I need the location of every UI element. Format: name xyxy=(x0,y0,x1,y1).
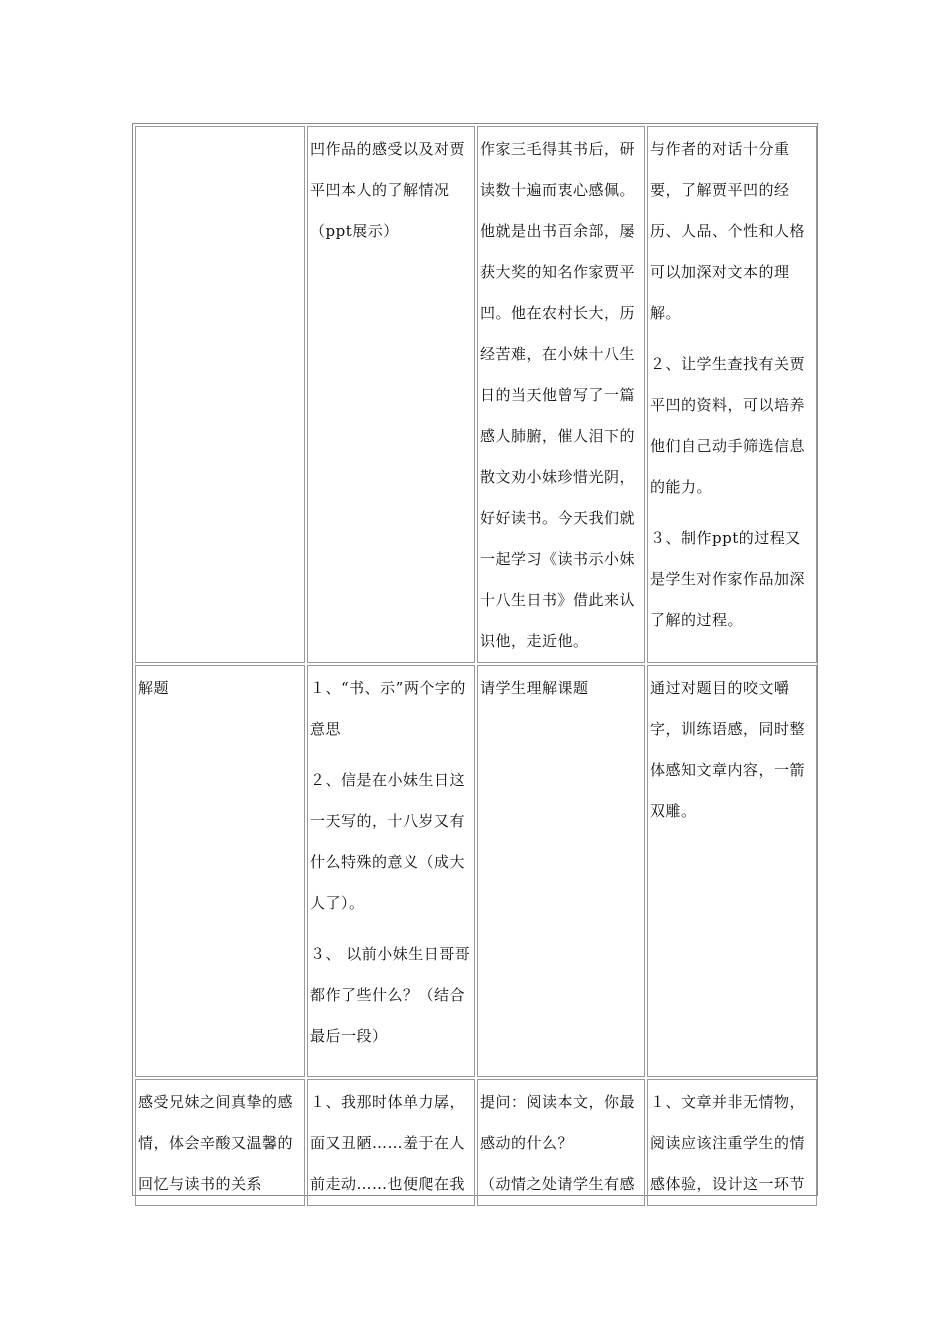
cell-paragraph: ２、让学生查找有关贾平凹的资料，可以培养他们自己动手筛选信息的能力。 xyxy=(650,355,806,496)
cell-design-intent xyxy=(647,1079,817,1206)
cell-stage xyxy=(135,665,305,1077)
cell-activity xyxy=(307,1079,475,1206)
cell-design-intent xyxy=(647,126,817,663)
cell-paragraph: （动情之处请学生有感 xyxy=(480,1175,636,1193)
cell-stage xyxy=(135,1079,305,1206)
cell-design-intent xyxy=(647,665,817,1077)
lesson-plan-table xyxy=(133,124,819,1208)
cell-teacher-guide xyxy=(477,1079,645,1206)
cell-activity xyxy=(307,126,475,663)
cell-activity xyxy=(307,665,475,1077)
cell-stage xyxy=(135,126,305,663)
cell-teacher-guide xyxy=(477,126,645,663)
lesson-plan-table-frame xyxy=(132,123,818,1196)
cell-paragraph: 解题 xyxy=(138,679,170,697)
cell-paragraph: 与作者的对话十分重要，了解贾平凹的经历、人品、个性和人格可以加深对文本的理解。 xyxy=(650,140,806,322)
cell-teacher-guide xyxy=(477,665,645,1077)
table-row xyxy=(135,126,817,663)
table-row xyxy=(135,665,817,1077)
cell-paragraph: １、“书、示”两个字的意思 xyxy=(310,679,466,738)
cell-paragraph: ３、 以前小妹生日哥哥都作了些什么？（结合最后一段） xyxy=(310,945,471,1045)
cell-paragraph: 作家三毛得其书后，研读数十遍而衷心感佩。他就是出书百余部，屡获大奖的知名作家贾平凹。他在农村长大，历经苦难，在小妹十八生日的当天他曾写了一篇感人肺腑，催人泪下的散文劝小妹珍惜光阴，好好读书。今天我们就一起学习《读书示小妹十八生日书》借此来认识他，走近他。 xyxy=(480,140,636,650)
cell-paragraph: 通过对题目的咬文嚼字，训练语感，同时整体感知文章内容，一箭双雕。 xyxy=(650,679,806,820)
cell-paragraph: ３、制作ppt的过程又是学生对作家作品加深了解的过程。 xyxy=(650,529,806,629)
cell-paragraph: 请学生理解课题 xyxy=(480,679,589,697)
cell-paragraph: １、我那时体单力孱，面又丑陋……羞于在人前走动……也便爬在我 xyxy=(310,1093,466,1193)
cell-paragraph: １、文章并非无情物，阅读应该注重学生的情感体验，设计这一环节 xyxy=(650,1093,806,1193)
cell-paragraph: 凹作品的感受以及对贾平凹本人的了解情况（ppt展示） xyxy=(310,140,466,240)
cell-paragraph: 感受兄妹之间真挚的感情，体会辛酸又温馨的回忆与读书的关系 xyxy=(138,1093,294,1193)
cell-paragraph: ２、信是在小妹生日这一天写的，十八岁又有什么特殊的意义（成大人了）。 xyxy=(310,771,466,912)
cell-paragraph: 提问：阅读本文，你最感动的什么？ xyxy=(480,1093,636,1152)
table-row xyxy=(135,1079,817,1206)
